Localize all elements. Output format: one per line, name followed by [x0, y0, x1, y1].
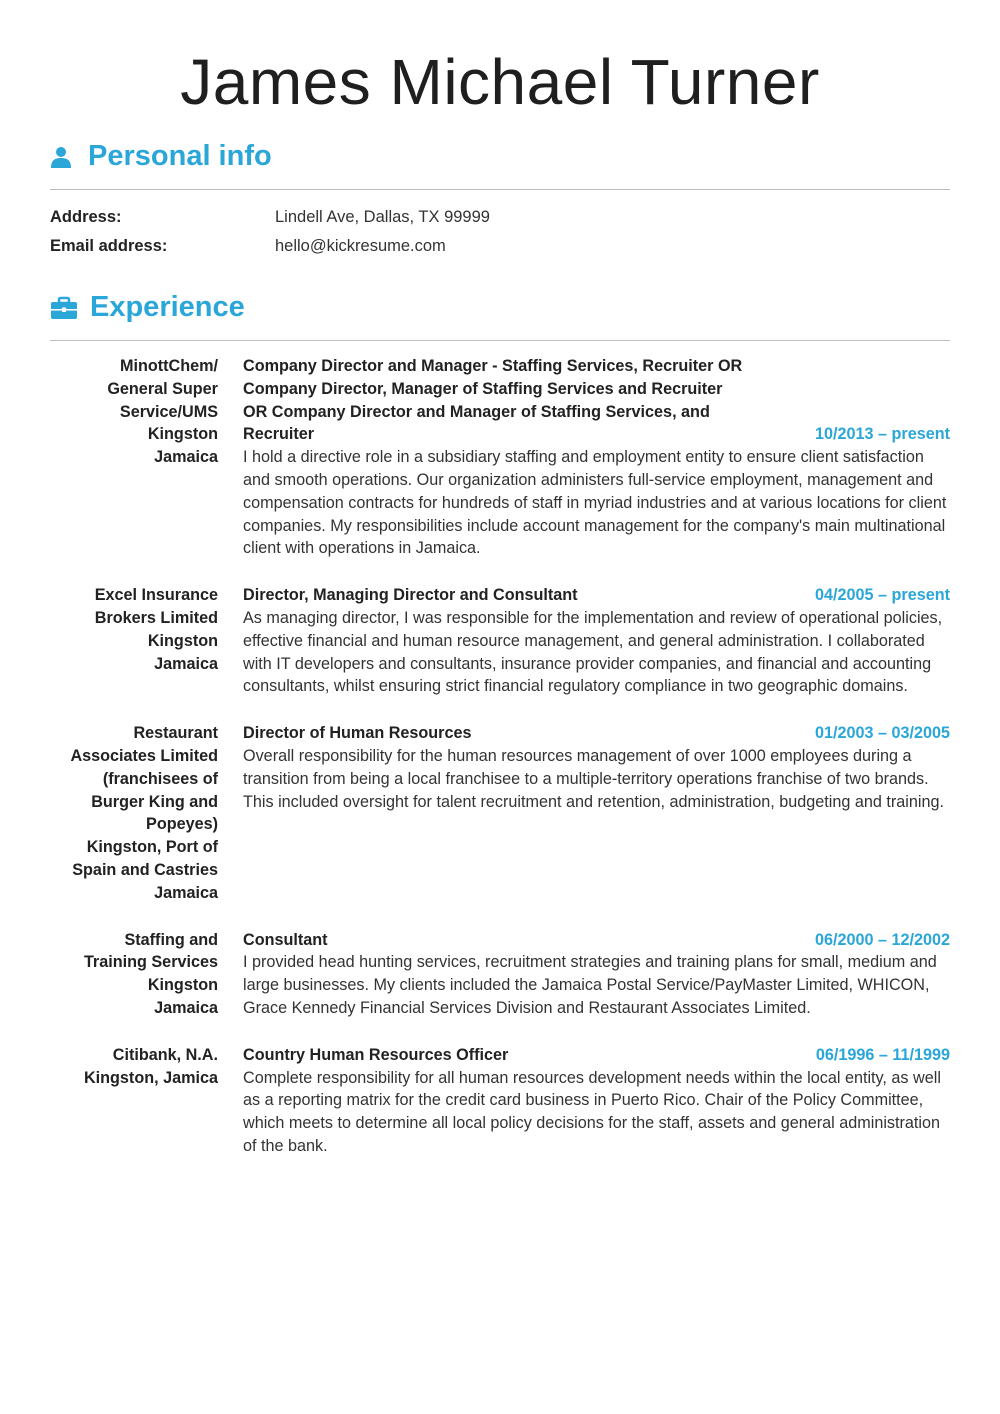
employer-line: Kingston, Port of: [86, 838, 218, 857]
personal-info-heading: [50, 140, 272, 173]
employer-line: Training Services: [83, 953, 218, 972]
job-details: [243, 722, 950, 904]
job-date: 06/1996 – 11/1999: [815, 1045, 950, 1064]
job-title: Consultant: [243, 930, 328, 949]
address-label: Address:: [50, 208, 122, 226]
employer-line: Restaurant: [133, 724, 218, 743]
job-header: [243, 929, 950, 952]
employer-line: Jamaica: [154, 998, 218, 1017]
employer-line: Jamaica: [154, 448, 218, 467]
experience-title: Experience: [90, 291, 245, 323]
employer-line: Popeyes): [146, 815, 218, 834]
person-icon: [50, 144, 76, 170]
job-details: [243, 929, 950, 1020]
candidate-name: James Michael Turner: [180, 46, 820, 118]
job-details: [243, 584, 950, 698]
email-value: hello@kickresume.com: [275, 237, 446, 255]
employer-line: Associates Limited: [70, 746, 218, 765]
divider: [50, 340, 950, 341]
employer-line: Jamaica: [154, 883, 218, 902]
briefcase-icon: [50, 295, 78, 321]
employer-line: Excel Insurance: [94, 586, 218, 605]
employer: [50, 929, 218, 1020]
job-description: As managing director, I was responsible for the implementation and review of operational policies, effective financial and human resource management, and general administration. I collaborated with IT developers and consultants, insurance provider companies, and financial and accounting consultants, whilst ensuring strict financial regulatory compliance in two geographic domains.: [243, 608, 943, 696]
employer: [50, 722, 218, 904]
job-description: Overall responsibility for the human resources management of over 1000 employees during a transition from being a local franchisee to a multiple-territory operations franchise of two brands. This included oversight for talent recruitment and retention, administration, budgeting and training.: [243, 746, 944, 811]
address-value: Lindell Ave, Dallas, TX 99999: [275, 208, 490, 226]
employer: [50, 584, 218, 698]
job-title: Director of Human Resources: [243, 724, 472, 743]
employer-line: Spain and Castries: [72, 860, 218, 879]
personal-info-table: [50, 203, 950, 261]
job-details: [243, 355, 950, 560]
employer-line: Staffing and: [124, 930, 218, 949]
job-entry: [50, 722, 950, 904]
employer: [50, 355, 218, 560]
job-entry: [50, 355, 950, 560]
employer-line: Service/UMS: [119, 402, 218, 421]
experience-heading: [50, 291, 245, 324]
job-title: Company Director and Manager - Staffing Services, Recruiter OR Company Director, Manager of Staffing Services and Recruiter OR Company Director and Manager of Staffing Services, and Recruiter: [243, 357, 743, 444]
employer-line: Citibank, N.A.: [112, 1045, 218, 1064]
employer-line: Kingston: [147, 976, 218, 995]
personal-info-title: Personal info: [88, 140, 272, 172]
job-entry: [50, 1044, 950, 1158]
divider: [50, 189, 950, 190]
job-header: [243, 1044, 950, 1067]
job-date: 10/2013 – present: [815, 425, 950, 444]
employer-line: General Super: [107, 379, 218, 398]
job-header: [243, 722, 950, 745]
employer-line: (franchisees of: [102, 769, 218, 788]
job-title: Director, Managing Director and Consultant: [243, 586, 578, 605]
employer-line: Jamaica: [154, 654, 218, 673]
employer-line: Kingston, Jamica: [83, 1068, 218, 1087]
email-label: Email address:: [50, 237, 168, 255]
employer-line: MinottChem/: [119, 357, 218, 375]
job-entry: [50, 584, 950, 698]
job-description: I provided head hunting services, recruitment strategies and training plans for small, medium and large businesses. My clients included the Jamaica Postal Service/PayMaster Limited, WHICON, Grace Kennedy Financial Services Division and Restaurant Associates Limited.: [243, 953, 937, 1017]
employer-line: Kingston: [147, 425, 218, 444]
job-date: 06/2000 – 12/2002: [814, 930, 950, 949]
experience-list: [50, 355, 950, 1158]
email-row: [50, 232, 950, 261]
job-date: 01/2003 – 03/2005: [814, 724, 950, 743]
employer-line: Burger King and: [91, 792, 218, 811]
address-row: [50, 203, 950, 232]
job-entry: [50, 929, 950, 1020]
job-header: [243, 584, 950, 607]
job-description: Complete responsibility for all human resources development needs within the local entity, as well as a reporting matrix for the credit card business in Puerto Rico. Chair of the Policy Committee, which meets to determine all local policy decisions for the staff, assets and general administration of the bank.: [243, 1068, 941, 1155]
job-date: 04/2005 – present: [815, 586, 950, 605]
job-description: I hold a directive role in a subsidiary staffing and employment entity to ensure client satisfaction and smooth operations. Our organization administers full-service employment, management and compensation contracts for hundreds of staff in myriad industries and at various locations for client companies. My responsibilities include account management for the company's main multinational client with operations in Jamaica.: [243, 448, 947, 558]
employer-line: Brokers Limited: [94, 608, 218, 627]
job-title: Country Human Resources Officer: [243, 1045, 509, 1064]
job-header: [243, 355, 950, 446]
employer-line: Kingston: [147, 631, 218, 650]
job-details: [243, 1044, 950, 1158]
employer: [50, 1044, 218, 1158]
